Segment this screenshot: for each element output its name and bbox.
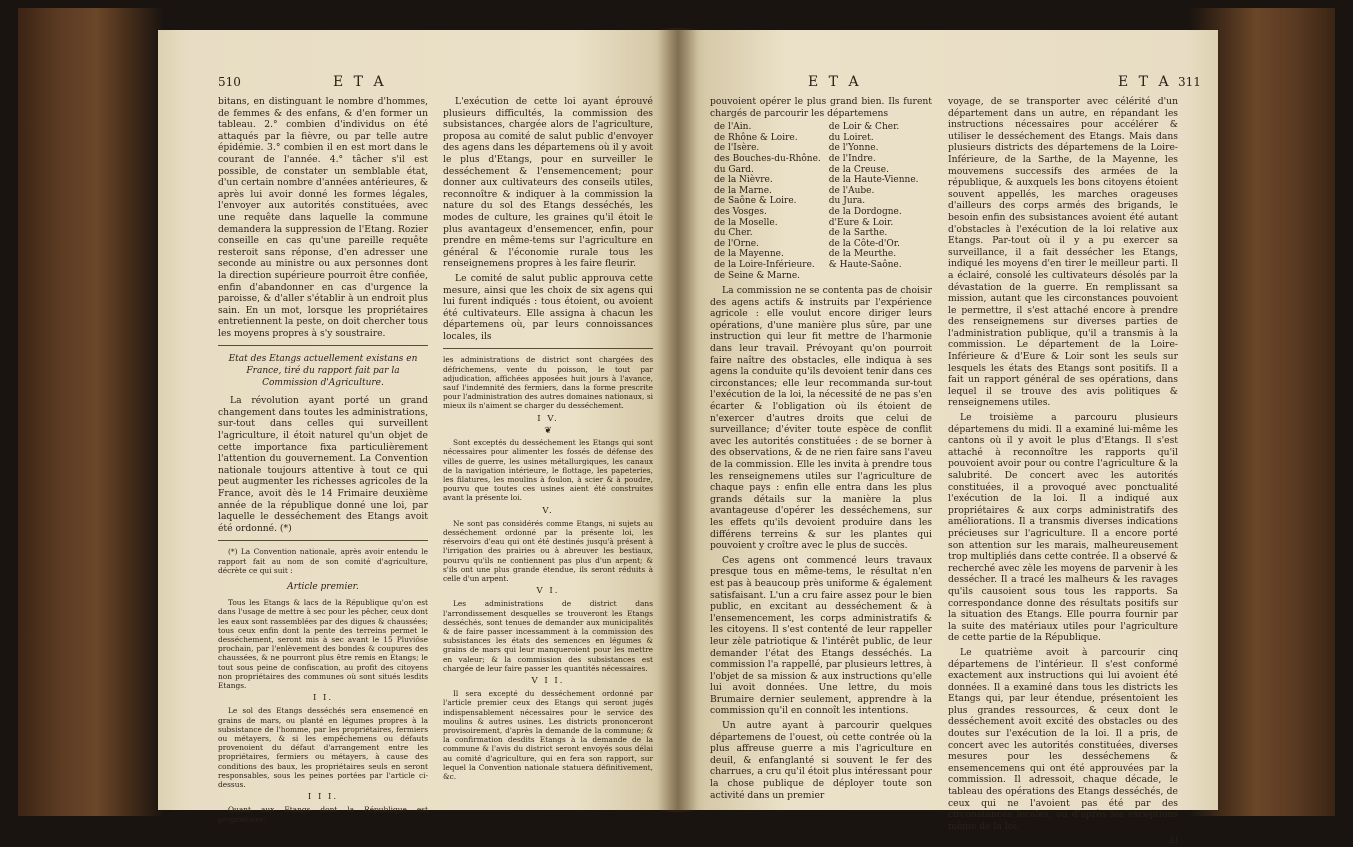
department-item: de la Creuse. <box>828 164 889 175</box>
footnote-divider <box>218 540 428 541</box>
article-text: les administrations de district sont chargées des défrichemens, vente du poisson, le tout par adjudication, affichées apposées huit jours à l'avance, sauf l'indemnité des fermiers, dans la forme prescrite pour l'administration des autres domaines nationaux, si mieux ils n'aiment se charger du desséchement. <box>443 355 653 411</box>
footnote-divider <box>443 348 653 349</box>
fleuron-icon: ❦ <box>544 425 552 436</box>
department-item: des Bouches-du-Rhône. <box>714 153 821 164</box>
department-item: de la Marne. <box>714 185 772 196</box>
department-item: de l'Aube. <box>828 185 875 196</box>
department-item: de l'Orne. <box>714 238 759 249</box>
department-item: de Rhône & Loire. <box>714 132 798 143</box>
department-item: de l'Ain. <box>714 122 752 133</box>
right-column-2 <box>948 96 1178 846</box>
department-item: de la Mayenne. <box>714 249 784 260</box>
department-item: de la Sarthe. <box>828 228 888 239</box>
paragraph: pouvoient opérer le plus grand bien. Ils furent chargés de parcourir les départemens <box>710 96 932 119</box>
paragraph: La commission ne se contenta pas de choisir des agens actifs & instruits par l'expérience agricole : elle voulut encore diriger leurs opérations, d'une manière plus sûre, par une instruction qui leur fit mettre de l'harmonie dans leur travail. Prévoyant qu'on pourroit faire naître des obstacles, elle indiqua à ses agens la conduite qu'ils devoient tenir dans ces circonstances; elle leur recommanda sur-tout l'exécution de la loi, la nécessité de ne pas s'en écarter & l'obligation où ils étoient de n'exercer d'autres droits que celui de surveillance; d'éviter toute espèce de conflit avec les autorités constituées : de se borner à des observations, & de ne rien faire sans l'aveu de la commission. Elle les invita à prendre tous les renseignemens utiles sur l'agriculture de chaque pays : enfin elle entra dans les plus grands détails sur la manière la plus avantageuse d'opérer les desséchemens, sur les effets qu'ils devoient produire dans les différens terreins & sur les plantes qui pouvoient y croître avec le plus de succès. <box>710 285 932 552</box>
paragraph: La révolution ayant porté un grand changement dans toutes les administrations, sur-tout dans celles qui surveillent l'agriculture, il étoit naturel qu'un objet de cette importance fixa particulièrement l'attention du gouvernement. La Convention nationale toujours attentive à tout ce qui peut augmenter les richesses agricoles de la France, avoit dès le 14 Frimaire deuxième année de la république donné une loi, par laquelle le desséchement des Etangs avoit été ordonné. (*) <box>218 395 428 534</box>
article-title: I I. <box>312 693 334 704</box>
department-item: de la Dordogne. <box>828 206 902 217</box>
article-text: Le sol des Etangs desséchés sera ensemencé en grains de mars, ou planté en légumes propres à la subsistance de l'homme, par les propriétaires, fermiers ou métayers, & si les empêchemens ou défauts provenoient du défaut d'arrangement entre les propriétaires, fermiers ou métayers, à cause des conditions des baux, les propriétaires seuls en seront responsables, sous les peines portées par l'article ci-dessus. <box>218 706 428 790</box>
department-item: de la Côte-d'Or. <box>828 238 900 249</box>
article-title: Article premier. <box>287 581 359 592</box>
department-item: des Vosges. <box>714 206 767 217</box>
right-page-running-head: E T A <box>808 74 862 90</box>
paragraph: L'exécution de cette loi ayant éprouvé plusieurs difficultés, la commission des subsistances, chargée alors de l'agriculture, proposa au comité de salut public d'envoyer des agens dans les départemens où il y avoit le plus d'Etangs, pour en surveiller le desséchement & l'ensemencement; pour donner aux cultivateurs des conseils utiles, reconnoître & indiquer à la commission la nature du sol des Etangs desséchés, les modes de culture, les graines qu'il étoit le plus avantageux d'ensemencer, enfin, pour prendre en même-tems sur l'agriculture en général & l'économie rurale tous les renseignemens propres à les faire fleurir. <box>443 96 653 270</box>
department-item: de Saône & Loire. <box>714 196 797 207</box>
section-title: Etat des Etangs actuellement existans en France, tiré du rapport fait par la Commission d'Agriculture. <box>228 354 418 388</box>
left-page-running-head: E T A <box>333 74 387 90</box>
article-text: Ne sont pas considérés comme Etangs, ni sujets au desséchement ordonné par la présente loi, les réservoirs d'eau qui ont été destinés jusqu'à présent à l'irrigation des prairies ou à abreuver les bestiaux, pourvu qu'ils ne contiennent pas plus d'un arpent; & s'ils ont une plus grande étendue, ils seront réduits à celle d'un arpent. <box>443 518 653 583</box>
article-text: Il sera excepté du desséchement ordonné par l'article premier ceux des Etangs qui seront jugés indispensablement nécessaires pour le service des moulins & autres usines. Les districts prononceront provisoirement, d'après la demande de la commune; & la confirmation desdits Etangs à la demande de la commune & l'avis du district seront envoyés sous délai au comité d'agriculture, qui en fera son rapport, sur lequel la Convention nationale statuera définitivement, &c. <box>443 689 653 781</box>
left-column-1 <box>218 96 428 824</box>
department-list <box>714 122 932 281</box>
paragraph: Le comité de salut public approuva cette mesure, ainsi que les choix de six agens qui lui furent indiqués : tous étoient, ou avoient été cultivateurs. Elle assigna à chacun les départemens où, par leurs connoissances locales, ils <box>443 272 653 342</box>
footnote-continued <box>443 355 653 781</box>
right-page <box>678 30 1218 846</box>
article-text: Sont exceptés du desséchement les Etangs qui sont nécessaires pour alimenter les fossés de défense des villes de guerre, les usines métallurgiques, les canaux de la navigation intérieure, le flottage, les papeteries, les filatures, les moulins à foulon, à scier & à poudre, pourvu que toutes ces usines aient été construites avant la présente loi. <box>443 438 653 503</box>
paragraph: bitans, en distinguant le nombre d'hommes, de femmes & des enfans, & d'en former un tableau. 2.° combien d'individus on été attaqués par la fièvre, ou par telle autre épidémie. 3.° combien il en est mort dans le courant de l'année. 4.° tâcher s'il est possible, de constater un semblable état, d'un certain nombre d'années antérieures, & après lui avoir donné les formes légales, l'envoyer aux autorités constituées, avec une requête dans laquelle la commune demandera la suppression de l'Etang. Rozier conseille en cas qu'une pareille requête resteroit sans réponse, d'en adresser une seconde au ministre ou aux personnes dont la direction supérieure pourroit être confiée, enfin d'abandonner en cas d'urgence la paroisse, & d'aller s'établir à un endroit plus sain. En un mot, lorsque les propriétaires entretiennent la peste, on doit chercher tous les moyens propres à s'y soustraire. <box>218 96 428 339</box>
department-item: de la Haute-Vienne. <box>828 175 919 186</box>
footnote <box>218 547 428 823</box>
department-item: d'Eure & Loir. <box>828 217 894 228</box>
article-title: V I. <box>536 586 560 597</box>
right-page-number: 311 <box>1178 75 1201 89</box>
right-column-1 <box>710 96 932 801</box>
book-gutter <box>658 28 698 812</box>
department-item: de l'Indre. <box>828 153 876 164</box>
paragraph: voyage, de se transporter avec célérité d'un département dans un autre, en répandant les instructions nécessaires pour accélérer & utiliser le desséchement des Etangs. Mais dans plusieurs districts des départemens de la Loire-Inférieure, de la Sarthe, de la Mayenne, les mouvemens successifs des armées de la république, & auxquels les bons citoyens étoient souvent appellés, les marches orageuses d'ailleurs des corps armés des brigands, le besoin enfin des subsistances avoient été autant d'obstacles à l'exécution de la loi relative aux Etangs. Par-tout où il y a pu exercer sa surveillance, il a fait dessécher les Etangs, indiqué les moyens d'en tirer le meilleur parti. Il a éclairé, consolé les cultivateurs désolés par la dévastation de la guerre. En remplissant sa mission, autant que les circonstances pouvoient le permettre, il s'est attaché encore à prendre des renseignemens sur diverses parties de l'administration publique, qu'il a transmis à la commission. Le département de la Loire-Inférieure & d'Eure & Loir sont les seuls sur lesquels les états des Etangs sont positifs. Il a fait un rapport général de ses opérations, dans lequel il se trouve des avis politiques & renseignemens utiles. <box>948 96 1178 409</box>
footnote-intro: (*) La Convention nationale, après avoir entendu le rapport fait au nom de son comité d'agriculture, décrète ce qui suit : <box>218 547 428 575</box>
department-item: du Loiret. <box>828 132 874 143</box>
paragraph: Un autre ayant à parcourir quelques départemens de l'ouest, où cette contrée où la plus affreuse guerre a mis l'agriculture en deuil, & enfanglanté si souvent le fer des charrues, a cru qu'il étoit plus intéressant pour la chose publique de déployer toute son activité dans un premier <box>710 720 932 801</box>
paragraph: Ces agens ont commencé leurs travaux presque tous en même-tems, le résultat n'en est pas à beaucoup près uniforme & également satisfaisant. L'un a cru faire assez pour le bien public, en excitant au desséchement & à l'ensemencement, les corps administratifs & les citoyens. Il s'est contenté de leur rappeller leur zèle patriotique & l'intérêt public, de leur demander l'état des Etangs desséchés. La commission l'a rappellé, par plusieurs lettres, à l'objet de sa mission & aux instructions qu'elle lui avoit données. Une lettre, du mois Brumaire dernier seulement, apprendre à la commission qu'il en connoît les intentions. <box>710 554 932 717</box>
article-title: V. <box>542 505 554 516</box>
department-item: de la Nièvre. <box>714 175 773 186</box>
department-item: du Jura. <box>828 196 866 207</box>
paragraph: Le troisième a parcouru plusieurs départemens du midi. Il a examiné lui-même les cantons où il y avoit le plus d'Etangs. Il s'est attaché à reconnoître les rapports qu'il pouvoient avoir pour ou contre l'agriculture & la salubrité. De concert avec les autorités constituées, il a provoqué avec ponctualité l'exécution de la loi. Il a indiqué aux propriétaires & aux corps administratifs des améliorations. Il a transmis diverses indications précieuses sur l'agriculture. Il a encore porté son attention sur les marais, malheureusement trop multipliés dans cette contrée. Il a observé & recherché avec zèle les moyens de parvenir à les dessécher. Il a tracé les malheurs & les ravages qu'ils causoient sous tous les rapports. Sa correspondance donne des résultats positifs sur la situation des Etangs. Elle pourra fournir par la suite des matériaux utiles pour l'agriculture de cette partie de la République. <box>948 412 1178 644</box>
signature-mark: Ll <box>1170 836 1178 846</box>
divider <box>218 345 428 346</box>
article-text: Quant aux Etangs dont la République est propriétaire, <box>218 805 428 824</box>
article-title: I V. <box>537 413 559 424</box>
left-page <box>158 30 678 824</box>
department-item: de l'Yonne. <box>828 143 879 154</box>
department-item: du Cher. <box>714 228 753 239</box>
paragraph: Le quatrième avoit à parcourir cinq départemens de l'intérieur. Il s'est conformé exactement aux instructions qui lui avoient été données. Il a examiné dans tous les districts les Etangs qui, par leur étendue, présentoient les plus grandes ressources, & ceux dont le desséchement avoit excité des obstacles ou des doutes sur l'exécution de la loi. Il a pris, de concert avec les autorités constituées, diverses mesures pour les desséchemens & ensemencemens qui ont été approuvées par la commission. Il adressoit, chaque décade, le tableau des opérations des Etangs desséchés, de ceux qui ne l'avoient pas été par des circonstances locales, ou d'après les exceptions même de la loi. <box>948 646 1178 832</box>
right-page-running-head-2: E T A <box>1118 74 1172 90</box>
left-column-2 <box>443 96 653 796</box>
department-item: de la Loire-Inférieure. <box>714 259 815 270</box>
article-text: Les administrations de district dans l'arrondissement desquelles se trouveront les Etangs desséchés, sont tenues de demander aux municipalités & de faire passer incessamment à la commission des subsistances les états des semences en légumes & grains de mars qui leur manqueroient pour les mettre en valeur; & la commission des subsistances est chargée de leur faire passer les quantités nécessaires. <box>443 599 653 673</box>
department-item: de la Meurthe. <box>828 249 897 260</box>
department-item: du Gard. <box>714 164 754 175</box>
left-page-number: 510 <box>218 75 241 89</box>
article-text: Tous les Etangs & lacs de la République qu'on est dans l'usage de mettre à sec pour les pêcher, ceux dont les eaux sont rassemblées par des digues & chaussées; tous ceux enfin dont la pente des terreins permet le desséchement, seront mis à sec avant le 15 Pluviôse prochain, par l'enlèvement des bondes & coupures des chaussées, & ne pourront plus être remis en Etangs; le tout sous peine de confiscation, au profit des citoyens non propriétaires des communes où sont situés lesdits Etangs. <box>218 598 428 691</box>
department-item: de l'Isère. <box>714 143 760 154</box>
department-item: de la Moselle. <box>714 217 778 228</box>
article-title: V I I. <box>531 675 565 686</box>
department-item <box>829 271 932 282</box>
department-item: de Seine & Marne. <box>714 270 801 281</box>
department-item: & Haute-Saône. <box>828 259 902 270</box>
article-title: I I I. <box>307 792 339 803</box>
department-item: de Loir & Cher. <box>828 122 900 133</box>
book-spread <box>18 8 1335 846</box>
